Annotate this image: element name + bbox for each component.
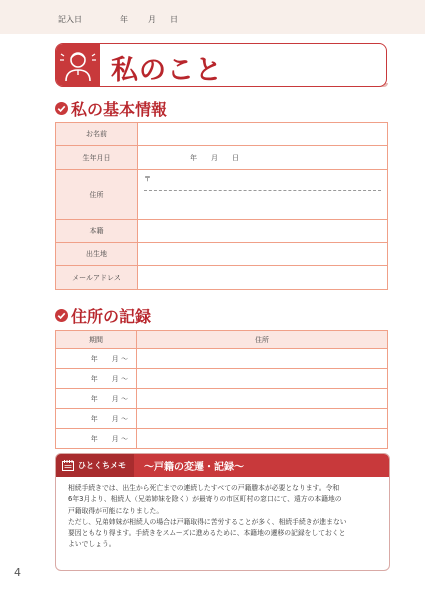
address-field[interactable] [138,170,388,220]
entry-year-label: 年 [120,15,128,24]
period-cell[interactable]: 年 月 ～ [56,349,137,369]
memo-header [56,454,389,477]
table-row [56,170,388,220]
memo-title: ～戸籍の変遷・記録～ [144,462,244,473]
table-row [56,369,388,389]
table-row [56,266,388,290]
memo-line: 相続手続きでは、出生から死亡までの連続したすべての戸籍謄本が必要となります。令和 [68,484,340,492]
name-label: お名前 [56,123,138,146]
address-cell[interactable] [137,369,388,389]
check-circle-icon [55,102,68,115]
memo-line: ただし、兄弟姉妹が相続人の場合は戸籍取得に苦労することが多く、相続手続きが進まない [68,517,347,526]
address-cell[interactable] [137,429,388,449]
notebook-icon [62,460,74,471]
period-header: 期間 [56,331,137,349]
person-icon [56,44,100,86]
birthdate-label: 生年月日 [56,146,138,170]
period-cell[interactable]: 年 月 ～ [56,409,137,429]
birthdate-field[interactable]: 年 月 日 [138,146,388,170]
table-header-row [56,331,388,349]
entry-date-label: 記入日 [58,15,82,24]
address-label: 住所 [56,170,138,220]
page-number: 4 [14,566,21,579]
memo-line: 戸籍取得が可能になりました。 [68,506,164,515]
email-label: メールアドレス [56,266,138,290]
address-section-heading [55,304,151,327]
memo-line: よいでしょう。 [68,540,116,549]
title-box [55,43,387,87]
table-row [56,123,388,146]
check-circle-icon [55,309,68,322]
period-cell[interactable]: 年 月 ～ [56,429,137,449]
email-field[interactable] [138,266,388,290]
domicile-field[interactable] [138,220,388,243]
table-row [56,389,388,409]
table-row [56,243,388,266]
address-cell[interactable] [137,389,388,409]
table-row [56,220,388,243]
basic-info-table [55,122,388,290]
name-field[interactable] [138,123,388,146]
address-history-table [55,330,388,449]
table-row [56,409,388,429]
table-row [56,146,388,170]
period-cell[interactable]: 年 月 ～ [56,369,137,389]
address-cell[interactable] [137,349,388,369]
entry-month-label: 月 [148,15,156,24]
memo-line: 要因ともなり得ます。手続きをスムーズに進めるために、本籍地の遷移の記録をしておくと [68,529,346,538]
address-header: 住所 [137,331,388,349]
table-row [56,349,388,369]
address-divider [144,190,381,191]
entry-day-label: 日 [170,15,178,24]
memo-badge-label: ひとくちメモ [78,461,126,470]
memo-line: 6年3月より、相続人（兄弟姉妹を除く）が最寄りの市区町村の窓口にて、遠方の本籍地の [68,495,342,504]
postal-mark: 〒 [144,175,151,183]
table-row [56,429,388,449]
memo-box [55,453,390,571]
page-title: 私のこと [111,55,223,86]
address-section-title: 住所の記録 [71,307,152,326]
period-cell[interactable]: 年 月 ～ [56,389,137,409]
birthplace-label: 出生地 [56,243,138,266]
basic-section-title: 私の基本情報 [71,100,168,119]
birthplace-field[interactable] [138,243,388,266]
domicile-label: 本籍 [56,220,138,243]
basic-section-heading [55,97,167,120]
memo-badge [56,454,134,477]
memo-body [56,477,389,551]
address-cell[interactable] [137,409,388,429]
